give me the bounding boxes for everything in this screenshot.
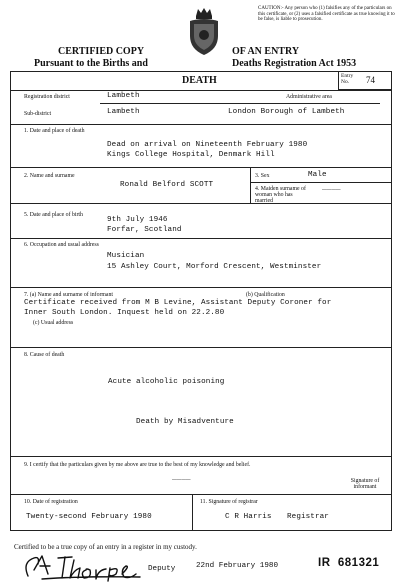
divider: [100, 103, 380, 104]
cause-of-death-label: 8. Cause of death: [24, 352, 65, 358]
divider: [10, 238, 392, 239]
serial-number: IR 681321: [318, 557, 380, 569]
handwritten-signature: [22, 552, 152, 582]
caution-notice: CAUTION:- Any person who (1) falsifies any of the particulars on this certificate, or (2) uses a falsified certificate as true knowing it to be false, is liable to prosecution.: [258, 6, 395, 23]
registrar-title: Registrar: [287, 513, 329, 521]
informant-label: 7. (a) Name and surname of informant: [24, 292, 114, 298]
divider: [10, 494, 392, 495]
header-act: Deaths Registration Act 1953: [232, 58, 357, 69]
date-of-registration-label: 10. Date of registration: [24, 499, 78, 505]
sub-district-value: Lambeth: [107, 108, 140, 116]
divider: [10, 203, 392, 204]
cause-of-death-line2: Death by Misadventure: [136, 418, 234, 426]
occupation-value: Musician: [107, 252, 145, 260]
footer-date: 22nd February 1980: [196, 562, 279, 570]
administrative-area-value: London Borough of Lambeth: [228, 108, 345, 116]
registrar-signature-label: 11. Signature of registrar: [200, 499, 258, 505]
divider: [10, 456, 392, 457]
date-place-death-line2: Kings College Hospital, Denmark Hill: [107, 151, 275, 159]
date-place-birth-label: 5. Date and place of birth: [24, 212, 83, 218]
certification-statement: 9. I certify that the particulars given by me above are true to the best of my knowledge and belief.: [24, 462, 251, 468]
date-place-birth-line2: Forfar, Scotland: [107, 226, 182, 234]
usual-address-value: 15 Ashley Court, Morford Crescent, Westminster: [107, 263, 322, 271]
qualification-label: (b) Qualification: [246, 292, 285, 298]
divider: [250, 182, 392, 183]
header-certified-copy: CERTIFIED COPY: [58, 46, 145, 57]
registration-district-label: Registration district: [24, 94, 70, 100]
informant-address-label: (c) Usual address: [33, 320, 74, 326]
royal-crest: [184, 6, 224, 58]
divider: [10, 90, 392, 91]
date-place-birth-line1: 9th July 1946: [107, 216, 168, 224]
certified-true-copy-statement: Certified to be a true copy of an entry in a register in my custody.: [14, 543, 197, 551]
divider: [10, 124, 392, 125]
divider: [250, 167, 251, 203]
name-surname-value: Ronald Belford SCOTT: [120, 181, 214, 189]
divider: [192, 494, 193, 531]
cause-of-death-line1: Acute alcoholic poisoning: [108, 378, 225, 386]
document-title: DEATH: [182, 75, 217, 86]
entry-number: 74: [366, 75, 375, 85]
registrar-name: C R Harris: [225, 513, 272, 521]
date-place-death-line1: Dead on arrival on Nineteenth February 1980: [107, 141, 308, 149]
sex-label: 3. Sex: [255, 173, 270, 179]
informant-line1: Certificate received from M B Levine, Assistant Deputy Coroner for: [24, 299, 332, 307]
informant-signature-label: Signature of informant: [350, 478, 380, 490]
registration-district-value: Lambeth: [107, 92, 140, 100]
header-pursuant: Pursuant to the Births and: [34, 58, 148, 69]
maiden-surname-label: 4. Maiden surname of woman who has married: [255, 186, 306, 204]
deputy-label: Deputy: [148, 565, 176, 573]
informant-signature-value: ____: [172, 474, 191, 482]
divider: [10, 347, 392, 348]
entry-label: Entry No.: [341, 73, 354, 85]
name-surname-label: 2. Name and surname: [24, 173, 75, 179]
header-of-an-entry: OF AN ENTRY: [232, 46, 300, 57]
date-of-registration-value: Twenty-second February 1980: [26, 513, 152, 521]
occupation-address-label: 6. Occupation and usual address: [24, 242, 99, 248]
divider: [10, 167, 392, 168]
date-place-death-label: 1. Date and place of death: [24, 128, 85, 134]
informant-line2: Inner South London. Inquest held on 22.2.80: [24, 309, 225, 317]
sex-value: Male: [308, 171, 327, 179]
divider: [10, 287, 392, 288]
administrative-area-label: Administrative area: [286, 94, 332, 100]
maiden-surname-value: ____: [322, 184, 341, 192]
sub-district-label: Sub-district: [24, 111, 52, 117]
